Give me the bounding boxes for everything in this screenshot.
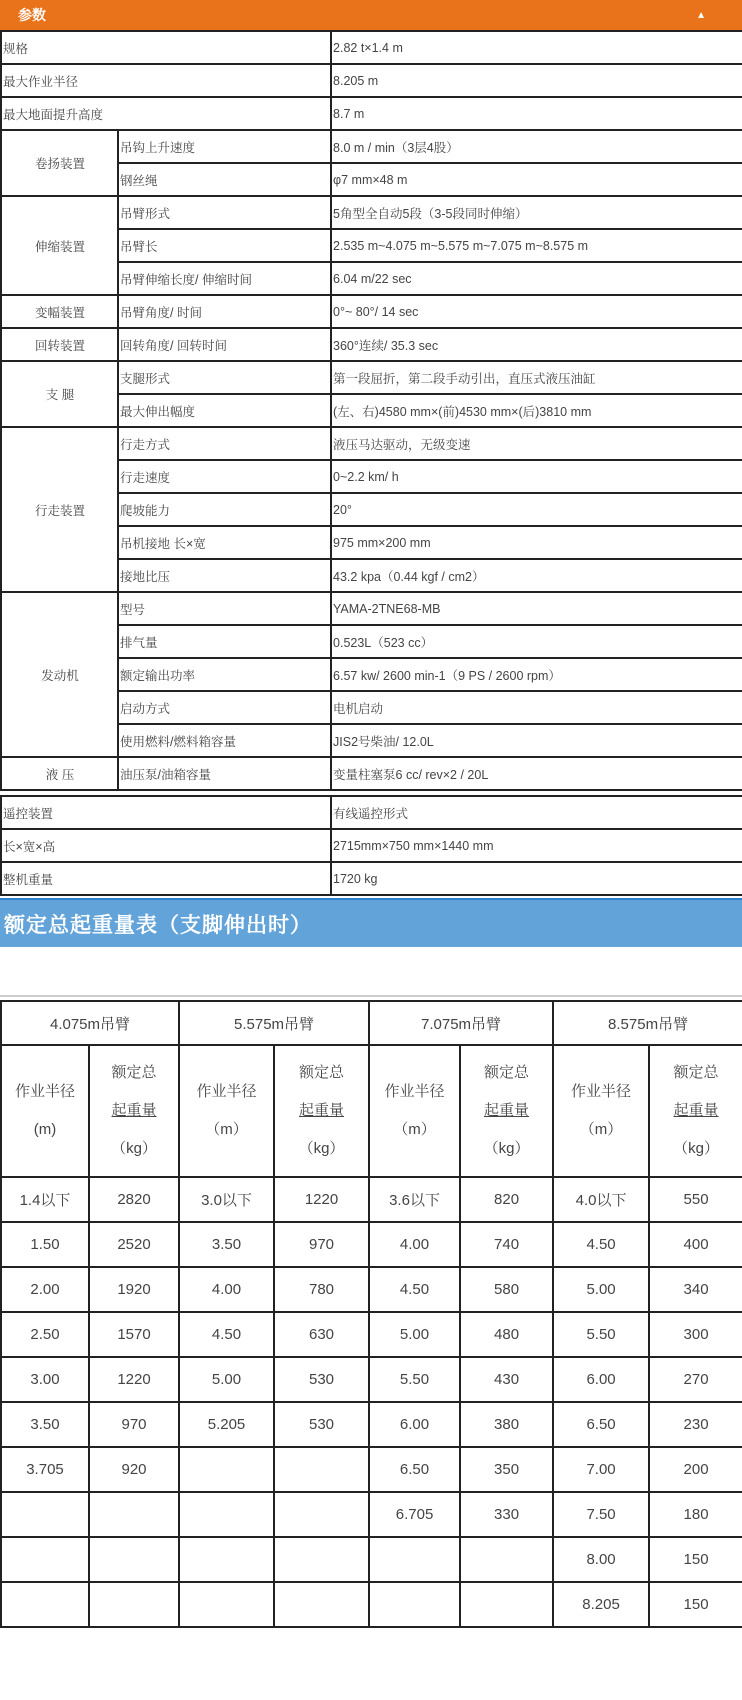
load-header	[460, 1045, 553, 1177]
radius-cell: 8.205	[553, 1582, 649, 1627]
radius-cell: 5.50	[553, 1312, 649, 1357]
load-cell: 1920	[89, 1267, 179, 1312]
spec-value: 5角型全自动5段（3-5段同时伸缩）	[331, 196, 742, 229]
load-row	[1, 1177, 742, 1222]
load-header-line: 额定总	[111, 1064, 157, 1081]
spec-value: 8.205 m	[331, 64, 742, 97]
load-table	[0, 1000, 742, 1628]
radius-header-line: 作业半径	[384, 1083, 445, 1100]
radius-header-line: 作业半径	[14, 1083, 75, 1100]
radius-cell: 1.4以下	[1, 1177, 89, 1222]
load-row	[1, 1582, 742, 1627]
spec-label: 油压泵/油箱容量	[118, 757, 331, 790]
radius-cell: 4.50	[369, 1267, 460, 1312]
radius-cell	[179, 1492, 274, 1537]
load-cell	[274, 1537, 369, 1582]
load-cell	[89, 1582, 179, 1627]
spec-label: 长×宽×高	[1, 829, 331, 862]
spec-label: 支腿形式	[118, 361, 331, 394]
spec-row	[1, 592, 742, 625]
boom-length-header: 8.575m吊臂	[553, 1001, 742, 1045]
radius-header-line: （m）	[205, 1121, 248, 1138]
load-cell: 1220	[89, 1357, 179, 1402]
load-header-line: （kg）	[483, 1140, 530, 1157]
spec-label: 排气量	[118, 625, 331, 658]
radius-cell: 1.50	[1, 1222, 89, 1267]
load-cell	[274, 1492, 369, 1537]
radius-cell: 4.00	[369, 1222, 460, 1267]
radius-cell: 5.00	[369, 1312, 460, 1357]
load-cell: 1220	[274, 1177, 369, 1222]
spec-label: 规格	[1, 31, 331, 64]
spec-group-label: 回转装置	[1, 328, 118, 361]
radius-cell: 3.0以下	[179, 1177, 274, 1222]
radius-cell: 3.50	[179, 1222, 274, 1267]
spec-label: 接地比压	[118, 559, 331, 592]
spec-value: 6.57 kw/ 2600 min-1（9 PS / 2600 rpm）	[331, 658, 742, 691]
spec-label: 整机重量	[1, 862, 331, 895]
spec-value: 2.82 t×1.4 m	[331, 31, 742, 64]
spec-value: 0~2.2 km/ h	[331, 460, 742, 493]
spec-row	[1, 31, 742, 64]
load-cell: 1570	[89, 1312, 179, 1357]
spec-label: 额定输出功率	[118, 658, 331, 691]
spec-value: JIS2号柴油/ 12.0L	[331, 724, 742, 757]
load-cell: 230	[649, 1402, 742, 1447]
load-cell: 330	[460, 1492, 553, 1537]
radius-cell: 6.00	[553, 1357, 649, 1402]
radius-cell: 5.205	[179, 1402, 274, 1447]
load-cell: 2820	[89, 1177, 179, 1222]
collapse-triangle-icon[interactable]: ▲	[696, 9, 706, 21]
load-header	[274, 1045, 369, 1177]
spec-label: 吊臂角度/ 时间	[118, 295, 331, 328]
load-cell: 430	[460, 1357, 553, 1402]
spec-label: 使用燃料/燃料箱容量	[118, 724, 331, 757]
radius-cell	[1, 1537, 89, 1582]
spec-value: YAMA-2TNE68-MB	[331, 592, 742, 625]
load-row	[1, 1312, 742, 1357]
spec-row	[1, 361, 742, 394]
spec-row	[1, 196, 742, 229]
spec-label: 回转角度/ 回转时间	[118, 328, 331, 361]
load-header-line: 起重量	[111, 1102, 157, 1119]
load-header-line: 额定总	[673, 1064, 719, 1081]
spec-value: 8.7 m	[331, 97, 742, 130]
radius-cell: 3.00	[1, 1357, 89, 1402]
spec-value: 2715mm×750 mm×1440 mm	[331, 829, 742, 862]
load-cell: 300	[649, 1312, 742, 1357]
spec-value: 液压马达驱动，无级变速	[331, 427, 742, 460]
column-header-row	[1, 1045, 742, 1177]
load-cell: 380	[460, 1402, 553, 1447]
radius-cell: 3.50	[1, 1402, 89, 1447]
spec-label: 钢丝绳	[118, 163, 331, 196]
spec-row	[1, 97, 742, 130]
radius-cell: 6.50	[553, 1402, 649, 1447]
load-cell	[460, 1537, 553, 1582]
load-cell: 970	[274, 1222, 369, 1267]
radius-cell: 7.00	[553, 1447, 649, 1492]
radius-cell: 4.00	[179, 1267, 274, 1312]
radius-cell: 8.00	[553, 1537, 649, 1582]
spec-label: 最大地面提升高度	[1, 97, 331, 130]
radius-cell	[369, 1582, 460, 1627]
radius-cell	[1, 1492, 89, 1537]
radius-cell: 6.00	[369, 1402, 460, 1447]
spec-value: 43.2 kpa（0.44 kgf / cm2）	[331, 559, 742, 592]
load-header-line: 起重量	[299, 1102, 345, 1119]
load-cell: 970	[89, 1402, 179, 1447]
spec-label: 吊臂形式	[118, 196, 331, 229]
spec-value: 0°~ 80°/ 14 sec	[331, 295, 742, 328]
spec-value: (左、右)4580 mm×(前)4530 mm×(后)3810 mm	[331, 394, 742, 427]
load-cell: 150	[649, 1537, 742, 1582]
boom-length-header: 5.575m吊臂	[179, 1001, 369, 1045]
load-cell	[89, 1492, 179, 1537]
load-cell: 400	[649, 1222, 742, 1267]
spec-row	[1, 427, 742, 460]
spec-row	[1, 829, 742, 862]
spec-label: 最大伸出幅度	[118, 394, 331, 427]
spec-group-label: 支 腿	[1, 361, 118, 427]
params-header[interactable]	[0, 0, 742, 30]
load-header-line: 起重量	[673, 1102, 719, 1119]
load-cell: 200	[649, 1447, 742, 1492]
load-header	[89, 1045, 179, 1177]
radius-cell: 7.50	[553, 1492, 649, 1537]
radius-cell: 5.00	[553, 1267, 649, 1312]
load-cell: 780	[274, 1267, 369, 1312]
load-header	[649, 1045, 742, 1177]
load-row	[1, 1537, 742, 1582]
spec-group-label: 卷扬装置	[1, 130, 118, 196]
spec-group-label: 变幅装置	[1, 295, 118, 328]
spec-value: φ7 mm×48 m	[331, 163, 742, 196]
spec-label: 型号	[118, 592, 331, 625]
load-header-line: 起重量	[484, 1102, 530, 1119]
radius-cell	[369, 1537, 460, 1582]
spec-table-extra	[0, 795, 742, 896]
radius-cell: 2.50	[1, 1312, 89, 1357]
load-row	[1, 1357, 742, 1402]
spec-label: 吊钩上升速度	[118, 130, 331, 163]
spec-group-label: 伸缩装置	[1, 196, 118, 295]
spec-label: 吊机接地 长×宽	[118, 526, 331, 559]
boom-length-header: 7.075m吊臂	[369, 1001, 553, 1045]
spec-label: 最大作业半径	[1, 64, 331, 97]
spec-value: 第一段屈折，第二段手动引出，直压式液压油缸	[331, 361, 742, 394]
load-cell	[274, 1582, 369, 1627]
load-cell: 150	[649, 1582, 742, 1627]
radius-cell: 4.50	[553, 1222, 649, 1267]
spec-group-label: 发动机	[1, 592, 118, 757]
load-cell: 740	[460, 1222, 553, 1267]
load-cell	[274, 1447, 369, 1492]
radius-cell	[179, 1537, 274, 1582]
params-title: 参数	[18, 7, 46, 23]
spec-row	[1, 757, 742, 790]
radius-cell: 4.0以下	[553, 1177, 649, 1222]
radius-header	[553, 1045, 649, 1177]
load-cell	[460, 1582, 553, 1627]
load-cell: 340	[649, 1267, 742, 1312]
load-header-line: 额定总	[484, 1064, 530, 1081]
spec-value: 360°连续/ 35.3 sec	[331, 328, 742, 361]
load-cell: 920	[89, 1447, 179, 1492]
radius-header-line: 作业半径	[196, 1083, 257, 1100]
load-row	[1, 1267, 742, 1312]
spec-label: 启动方式	[118, 691, 331, 724]
radius-header-line: (m)	[33, 1121, 57, 1138]
spec-row	[1, 64, 742, 97]
spec-value: 975 mm×200 mm	[331, 526, 742, 559]
load-header-line: （kg）	[673, 1140, 719, 1157]
radius-header	[1, 1045, 89, 1177]
radius-cell: 5.50	[369, 1357, 460, 1402]
spec-row	[1, 130, 742, 163]
spec-label: 遥控装置	[1, 796, 331, 829]
spec-value: 1720 kg	[331, 862, 742, 895]
load-row	[1, 1492, 742, 1537]
radius-cell: 3.705	[1, 1447, 89, 1492]
radius-cell: 3.6以下	[369, 1177, 460, 1222]
radius-cell	[179, 1447, 274, 1492]
spec-value: 6.04 m/22 sec	[331, 262, 742, 295]
spec-value: 电机启动	[331, 691, 742, 724]
load-cell: 550	[649, 1177, 742, 1222]
load-row	[1, 1222, 742, 1267]
spec-row	[1, 295, 742, 328]
radius-cell: 5.00	[179, 1357, 274, 1402]
spec-value: 2.535 m~4.075 m~5.575 m~7.075 m~8.575 m	[331, 229, 742, 262]
load-row	[1, 1447, 742, 1492]
load-table-banner: 额定总起重量表（支脚伸出时）	[0, 898, 742, 947]
spec-value: 8.0 m / min（3层4股）	[331, 130, 742, 163]
spec-value: 变量柱塞泵6 cc/ rev×2 / 20L	[331, 757, 742, 790]
load-cell: 530	[274, 1357, 369, 1402]
load-row	[1, 1402, 742, 1447]
radius-cell: 6.705	[369, 1492, 460, 1537]
spec-label: 行走方式	[118, 427, 331, 460]
load-header-line: （kg）	[298, 1140, 345, 1157]
load-cell: 350	[460, 1447, 553, 1492]
boom-header-row	[1, 1001, 742, 1045]
radius-header-line: （m）	[393, 1121, 436, 1138]
load-cell	[89, 1537, 179, 1582]
load-cell: 2520	[89, 1222, 179, 1267]
spec-value: 0.523L（523 cc）	[331, 625, 742, 658]
spec-group-label: 液 压	[1, 757, 118, 790]
spec-value: 20°	[331, 493, 742, 526]
radius-header-line: （m）	[579, 1121, 623, 1138]
spec-label: 吊臂长	[118, 229, 331, 262]
load-cell: 480	[460, 1312, 553, 1357]
spec-group-label: 行走装置	[1, 427, 118, 592]
spec-table	[0, 30, 742, 791]
load-cell: 630	[274, 1312, 369, 1357]
load-header-line: 额定总	[299, 1064, 345, 1081]
spec-label: 吊臂伸缩长度/ 伸缩时间	[118, 262, 331, 295]
divider	[0, 995, 742, 997]
radius-cell	[179, 1582, 274, 1627]
radius-cell: 4.50	[179, 1312, 274, 1357]
boom-length-header: 4.075m吊臂	[1, 1001, 179, 1045]
load-cell: 580	[460, 1267, 553, 1312]
load-cell: 180	[649, 1492, 742, 1537]
spec-value: 有线遥控形式	[331, 796, 742, 829]
radius-cell	[1, 1582, 89, 1627]
radius-header-line: 作业半径	[571, 1083, 632, 1100]
radius-cell: 2.00	[1, 1267, 89, 1312]
radius-header	[369, 1045, 460, 1177]
load-cell: 270	[649, 1357, 742, 1402]
spec-row	[1, 328, 742, 361]
spec-label: 爬坡能力	[118, 493, 331, 526]
load-header-line: （kg）	[111, 1140, 157, 1157]
radius-header	[179, 1045, 274, 1177]
spec-row	[1, 796, 742, 829]
spec-label: 行走速度	[118, 460, 331, 493]
load-cell: 530	[274, 1402, 369, 1447]
radius-cell: 6.50	[369, 1447, 460, 1492]
load-cell: 820	[460, 1177, 553, 1222]
spec-row	[1, 862, 742, 895]
